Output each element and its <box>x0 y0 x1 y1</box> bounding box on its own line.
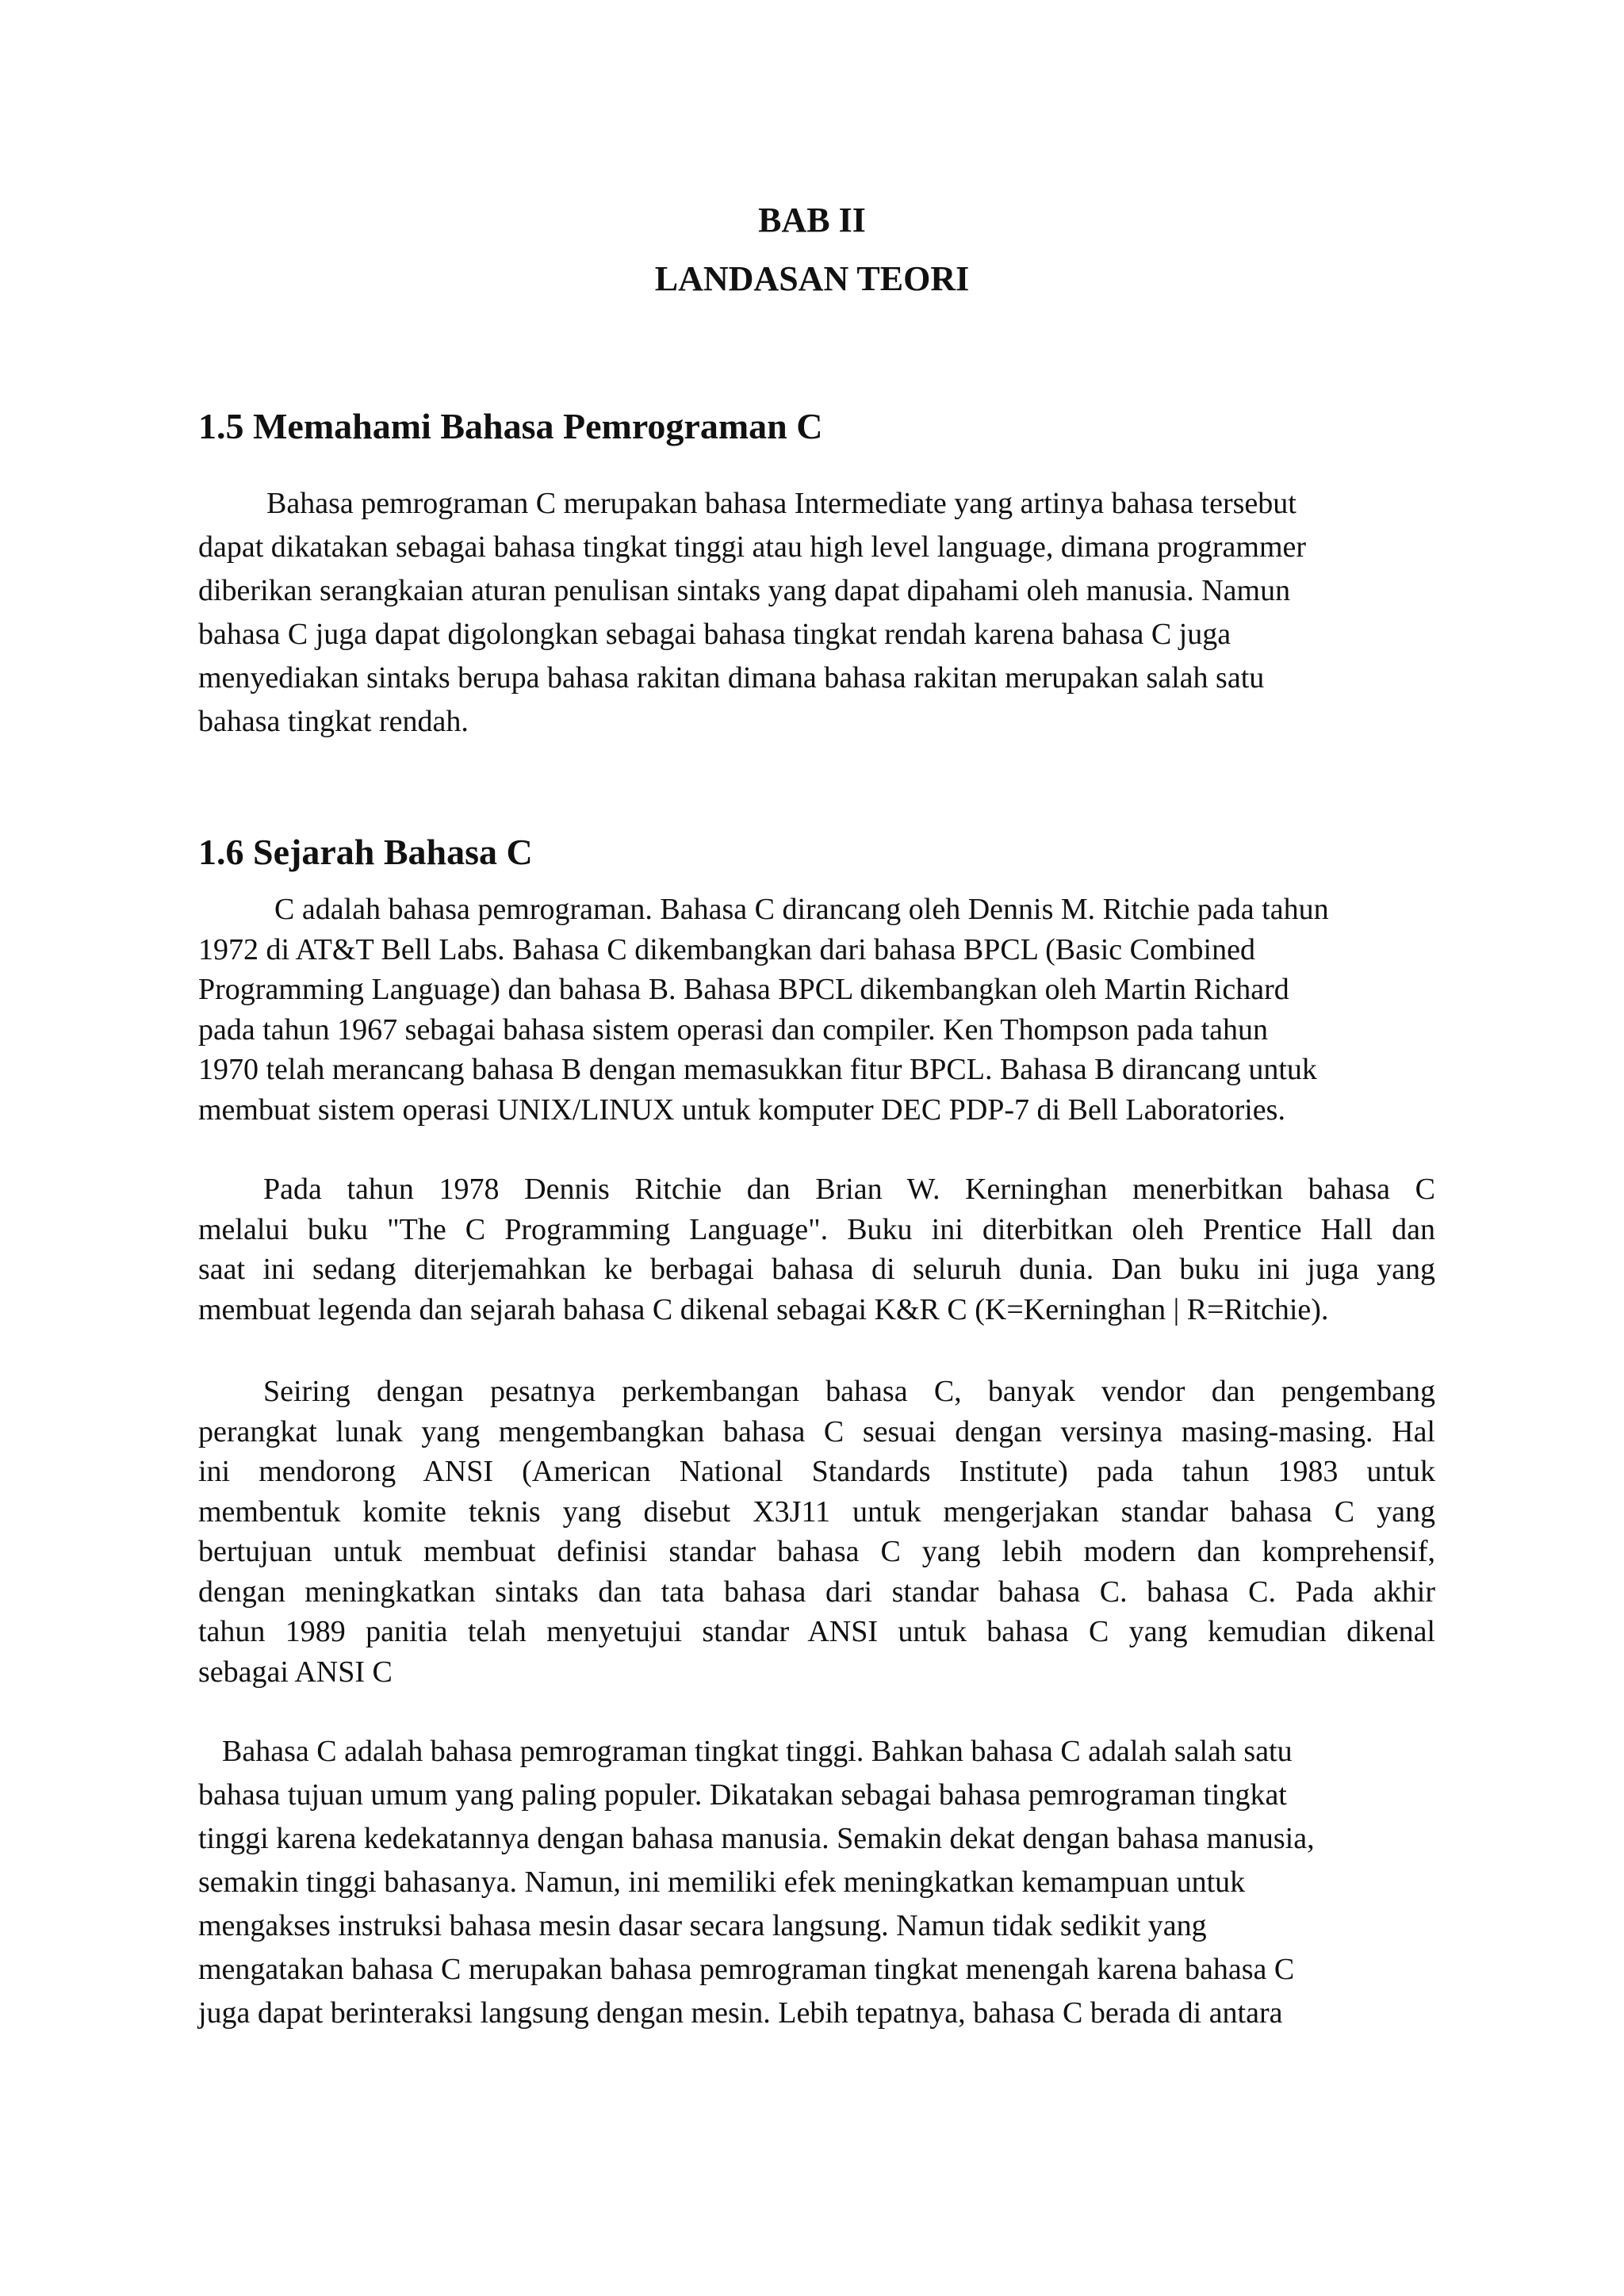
paragraph <box>198 1169 1435 1330</box>
text-line: dengan meningkatkan sintaks dan tata bahasa dari standar bahasa C. bahasa C. Pada akhir <box>198 1575 1435 1609</box>
text-line: 1972 di AT&T Bell Labs. Bahasa C dikembangkan dari bahasa BPCL (Basic Combined <box>198 932 1255 966</box>
text-line: 1970 telah merancang bahasa B dengan memasukkan fitur BPCL. Bahasa B dirancang untuk <box>198 1053 1317 1086</box>
text-line: pada tahun 1967 sebagai bahasa sistem operasi dan compiler. Ken Thompson pada tahun <box>198 1012 1268 1047</box>
paragraph <box>198 1730 1435 2035</box>
text-line: Pada tahun 1978 Dennis Ritchie dan Brian W. Kerninghan menerbitkan bahasa C <box>263 1173 1435 1206</box>
text-line: diberikan serangkaian aturan penulisan sintaks yang dapat dipahami oleh manusia. Namun <box>198 574 1291 607</box>
text-line: Programming Language) dan bahasa B. Bahasa BPCL dikembangkan oleh Martin Richard <box>198 973 1289 1006</box>
text-line: membentuk komite teknis yang disebut X3J11 untuk mengerjakan standar bahasa C yang <box>198 1494 1435 1529</box>
text-line: perangkat lunak yang mengembangkan bahasa C sesuai dengan versinya masing-masing. Hal <box>198 1414 1435 1448</box>
section-heading-1-6: 1.6 Sejarah Bahasa C <box>198 832 533 872</box>
paragraph <box>198 482 1435 744</box>
text-line: semakin tinggi bahasanya. Namun, ini memiliki efek meningkatkan kemampuan untuk <box>198 1866 1246 1899</box>
section-heading-1-5: 1.5 Memahami Bahasa Pemrograman C <box>198 406 823 446</box>
chapter-title: LANDASAN TEORI <box>654 259 970 298</box>
text-line: ini mendorong ANSI (American National Standards Institute) pada tahun 1983 untuk <box>198 1455 1435 1488</box>
text-line: mengatakan bahasa C merupakan bahasa pemrograman tingkat menengah karena bahasa C <box>198 1953 1295 1986</box>
text-line: membuat legenda dan sejarah bahasa C dikenal sebagai K&R C (K=Kerninghan | R=Ritchie). <box>198 1292 1329 1326</box>
text-line: C adalah bahasa pemrograman. Bahasa C dirancang oleh Dennis M. Ritchie pada tahun <box>274 893 1329 926</box>
text-line: tinggi karena kedekatannya dengan bahasa manusia. Semakin dekat dengan bahasa manusia, <box>198 1822 1315 1855</box>
text-line: Bahasa C adalah bahasa pemrograman tingkat tinggi. Bahkan bahasa C adalah salah satu <box>222 1735 1293 1768</box>
text-line: Seiring dengan pesatnya perkembangan bahasa C, banyak vendor dan pengembang <box>263 1375 1435 1408</box>
paragraph <box>198 890 1435 1130</box>
text-line: melalui buku "The C Programming Language". Buku ini diterbitkan oleh Prentice Hall dan <box>198 1212 1435 1246</box>
text-line: bahasa C juga dapat digolongkan sebagai bahasa tingkat rendah karena bahasa C juga <box>198 618 1231 651</box>
text-line: bertujuan untuk membuat definisi standar bahasa C yang lebih modern dan komprehensif, <box>198 1535 1435 1568</box>
text-line: juga dapat berinteraksi langsung dengan mesin. Lebih tepatnya, bahasa C berada di antara <box>198 1996 1283 2030</box>
text-line: tahun 1989 panitia telah menyetujui standar ANSI untuk bahasa C yang kemudian dikenal <box>198 1615 1435 1648</box>
text-line: membuat sistem operasi UNIX/LINUX untuk komputer DEC PDP-7 di Bell Laboratories. <box>198 1093 1285 1127</box>
text-line: menyediakan sintaks berupa bahasa rakitan dimana bahasa rakitan merupakan salah satu <box>198 661 1265 695</box>
text-line: mengakses instruksi bahasa mesin dasar secara langsung. Namun tidak sedikit yang <box>198 1909 1207 1942</box>
text-line: bahasa tujuan umum yang paling populer. Dikatakan sebagai bahasa pemrograman tingkat <box>198 1778 1287 1812</box>
text-line: bahasa tingkat rendah. <box>198 705 469 738</box>
text-line: sebagai ANSI C <box>198 1655 393 1689</box>
text-line: saat ini sedang diterjemahkan ke berbagai bahasa di seluruh dunia. Dan buku ini juga yang <box>198 1253 1435 1286</box>
chapter-number: BAB II <box>758 201 866 239</box>
text-line: dapat dikatakan sebagai bahasa tingkat tinggi atau high level language, dimana programmer <box>198 530 1307 564</box>
text-line: Bahasa pemrograman C merupakan bahasa Intermediate yang artinya bahasa tersebut <box>266 487 1297 520</box>
paragraph <box>198 1372 1435 1692</box>
